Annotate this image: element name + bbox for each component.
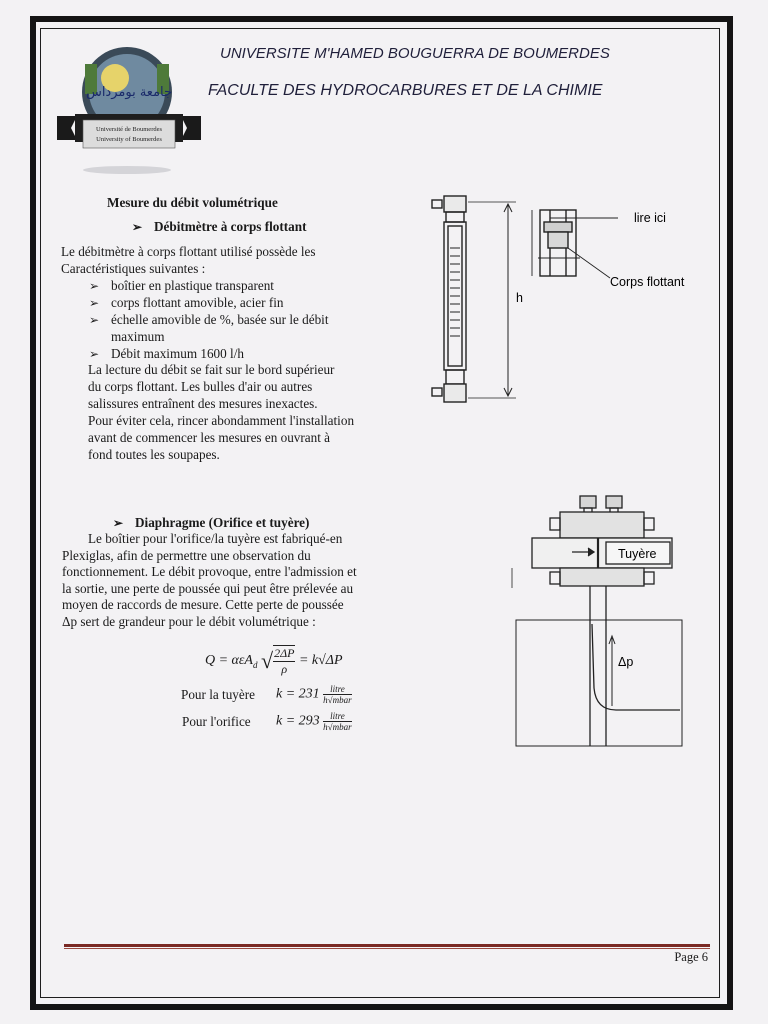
paragraph-line: Pour éviter cela, rincer abondamment l'installation	[88, 413, 355, 428]
section1-title: Mesure du débit volumétrique	[107, 195, 278, 210]
unit-denominator: h√mbar	[323, 722, 352, 732]
flow-formula: Q = αεA$_d$ √ $\frac{2\Delta P}{\rho}$ = k√ΔP	[205, 646, 343, 676]
orifice-k-formula	[276, 711, 352, 732]
paragraph-line: fonctionnement. Le débit provoque, entre l'admission et	[62, 564, 357, 579]
unit-numerator: litre	[323, 684, 351, 695]
orifice-nozzle-diagram	[508, 488, 698, 750]
logo-banner-line1: Université de Boumerdes	[95, 126, 163, 133]
float-flowmeter-diagram	[420, 188, 720, 418]
section2-subtitle: ➢ Diaphragme (Orifice et tuyère)	[113, 515, 309, 532]
label-read-here: lire ici	[634, 211, 666, 225]
bullet-item: ➢ échelle amovible de %, basée sur le débit	[89, 312, 329, 329]
orifice-k: k = 293	[276, 713, 320, 729]
formula-subscript: d	[252, 660, 258, 671]
label-nozzle: Tuyère	[618, 547, 657, 561]
paragraph-line: Plexiglas, afin de permettre une observation du	[62, 547, 311, 563]
paragraph-line: fond toutes les soupapes.	[88, 447, 220, 462]
university-name: UNIVERSITE M'HAMED BOUGUERRA DE BOUMERDES	[220, 45, 610, 62]
tuyere-k: k = 231	[276, 686, 320, 702]
bullet-item: ➢ Débit maximum 1600 l/h	[89, 346, 244, 363]
orifice-label: Pour l'orifice	[182, 714, 251, 729]
paragraph-line: avant de commencer les mesures en ouvrant à	[88, 430, 331, 445]
faculty-name: FACULTE DES HYDROCARBURES ET DE LA CHIMIE	[208, 82, 603, 99]
bullet-item-continued: maximum	[111, 329, 165, 344]
footer-rule	[64, 944, 710, 947]
paragraph-line: du corps flottant. Les bulles d'air ou autres	[88, 379, 313, 394]
footer-rule-thin	[64, 948, 710, 949]
paragraph-line: La lecture du débit se fait sur le bord supérieur	[88, 362, 335, 377]
paragraph-line: Δp sert de grandeur pour le débit volumétrique :	[62, 613, 316, 629]
university-logo	[55, 42, 203, 182]
unit-numerator: litre	[323, 711, 351, 722]
formula-numerator: 2ΔP	[274, 646, 295, 660]
paragraph-line: la sortie, une perte de poussée qui peut être prélevée au	[62, 580, 354, 596]
logo-banner-line2: University of Boumerdes	[96, 136, 162, 143]
label-float-body: Corps flottant	[610, 275, 685, 289]
bullet-item: ➢ corps flottant amovible, acier fin	[89, 295, 283, 312]
label-delta-p: Δp	[618, 655, 634, 669]
page-number: Page 6	[674, 950, 708, 964]
section1-subtitle: ➢ Débitmètre à corps flottant	[132, 219, 306, 236]
bullet-item: ➢ boîtier en plastique transparent	[89, 278, 274, 295]
paragraph-line: moyen de raccords de mesure. Cette perte de poussée	[62, 597, 344, 612]
paragraph-line: salissures entraînent des mesures inexactes.	[88, 396, 318, 411]
paragraph-line: Le boîtier pour l'orifice/la tuyère est fabriqué-en	[88, 531, 343, 546]
formula-rhs: = k√ΔP	[298, 653, 343, 669]
tuyere-k-formula	[276, 684, 352, 705]
intro-line-2: Caractéristiques suivantes :	[61, 261, 206, 276]
formula-lhs: Q = αεA	[205, 653, 253, 669]
label-height: h	[516, 291, 523, 305]
logo-arabic-text: جامعة بومرداس	[85, 85, 173, 100]
unit-denominator: h√mbar	[323, 695, 352, 705]
tuyere-label: Pour la tuyère	[181, 687, 255, 702]
formula-denominator: ρ	[281, 662, 288, 676]
intro-line-1: Le débitmètre à corps flottant utilisé possède les	[61, 244, 316, 259]
